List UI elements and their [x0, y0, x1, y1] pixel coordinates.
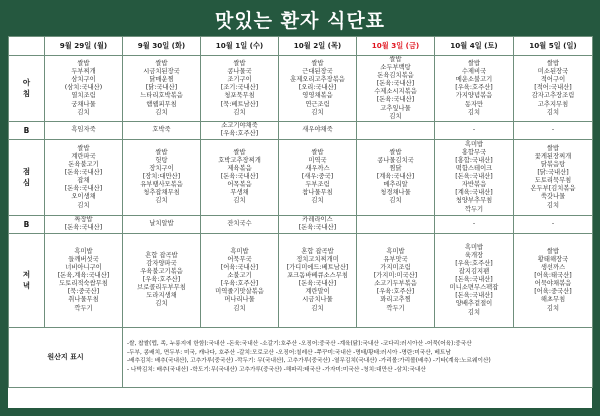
dish-item: [가디미에드:베트남산] — [286, 264, 349, 272]
dish-item: 가지미조림 — [380, 264, 411, 272]
dish-item: [돈육:국내산] — [298, 280, 337, 288]
meal-label — [9, 121, 45, 139]
corner-cell — [9, 37, 45, 56]
menu-cell — [357, 56, 435, 122]
dish-item: 해초무침 — [540, 296, 566, 304]
dish-item: 고추지무침 — [537, 100, 569, 108]
dish-item: 훈제오리고추장볶음 — [290, 76, 345, 84]
dish-item: 정치고치찌개미 — [296, 255, 339, 263]
dish-item: 새우까스 — [305, 165, 330, 173]
menu-cell — [357, 215, 435, 233]
dish-item: 흑미밥 — [464, 243, 484, 251]
dish-item: 쑥갓나물 — [540, 193, 566, 201]
menu-cell — [279, 215, 357, 233]
dish-item: 계란파국 — [71, 152, 96, 160]
dish-item: 시금치된장국 — [143, 68, 180, 76]
menu-cell — [514, 139, 593, 215]
dish-item: 영영채볶음 — [302, 92, 333, 100]
dish-item: 쌀밥 — [155, 148, 168, 156]
menu-cell — [123, 215, 201, 233]
dish-item: 떡함스테이크 — [455, 165, 493, 173]
date-header: 10월 4일 (토) — [435, 37, 514, 56]
dish-item: 김치 — [311, 197, 324, 205]
dish-item: 김치 — [155, 108, 168, 116]
dish-item: [오리:국내산] — [298, 84, 337, 92]
dish-item: 가지양념볶음 — [455, 92, 493, 100]
dish-item: [묵:중국산] — [67, 288, 100, 296]
menu-cell — [435, 233, 514, 327]
dish-item: [계육:국내산] — [455, 189, 493, 197]
dish-item: 청추잡채무침 — [143, 189, 180, 197]
dish-item: 쌀밥 — [233, 60, 246, 68]
meal-label — [9, 139, 45, 215]
dish-item: 브로콜리두부무침 — [137, 284, 186, 292]
dish-item: 돈육불고기 — [68, 161, 99, 169]
menu-cell — [45, 121, 123, 139]
dish-item: [돈육:국내산] — [64, 169, 103, 177]
dish-item: 김치 — [467, 108, 481, 116]
dish-item: 양배추겉절이 — [455, 300, 493, 308]
dish-item: [돈육:국내산] — [64, 185, 103, 193]
dish-item: 호박죽 — [152, 126, 171, 134]
date-header: 10월 1일 (수) — [201, 37, 279, 56]
dish-item: 유부땡사모볶음 — [140, 181, 183, 189]
dish-item: 카레라이스 — [302, 216, 333, 224]
dish-item: 햄웹피무침 — [146, 100, 177, 108]
menu-cell — [45, 56, 123, 122]
dish-item: 김치 — [155, 197, 168, 205]
menu-cell — [201, 233, 279, 327]
dish-item: [어육:중국산] — [534, 288, 572, 296]
dish-item: 쌀밥 — [467, 60, 481, 68]
dish-item: [닭:국내산] — [537, 169, 569, 177]
date-header: 10월 5일 (일) — [514, 37, 593, 56]
dish-item: 김치 — [233, 108, 246, 116]
dish-item: 수제비국 — [461, 68, 487, 76]
dish-item: 쌀밥 — [546, 247, 560, 255]
dish-item: 잔치국수 — [227, 220, 252, 228]
dish-item: 들깨버섯국 — [68, 255, 99, 263]
dish-item: 김치 — [311, 108, 324, 116]
dish-item: 쌀밥 — [546, 144, 560, 152]
dish-item: 닭매운찜 — [149, 76, 174, 84]
menu-cell — [279, 233, 357, 327]
meal-label-part: B — [23, 125, 30, 135]
dish-item: 머나리나물 — [224, 296, 255, 304]
dish-item: 쌀밥 — [77, 144, 90, 152]
dish-item: 깍두기 — [74, 304, 93, 312]
origin-text — [123, 327, 593, 387]
dish-item: 깍두기 — [464, 205, 484, 213]
dish-item: 청포묵무침 — [224, 92, 255, 100]
dish-item: [우육:호주산] — [220, 130, 259, 138]
date-header: 10월 2일 (목) — [279, 37, 357, 56]
dish-item: 김치 — [77, 201, 90, 209]
dish-item: 제육볶음 — [227, 165, 252, 173]
menu-cell — [123, 139, 201, 215]
dish-item: 콩나물국 — [227, 68, 252, 76]
dish-item: 궁채나물 — [71, 100, 96, 108]
dish-item: 소고기야채죽 — [221, 122, 258, 130]
dish-item: [조기:국내산] — [220, 84, 259, 92]
dish-item: 흑미밥 — [464, 140, 484, 148]
menu-cell — [279, 139, 357, 215]
origin-row — [9, 327, 593, 387]
dish-item: 김치 — [77, 108, 90, 116]
dish-item: 날치알밥 — [149, 220, 174, 228]
dish-item: 쌀밥 — [389, 56, 402, 63]
dish-item: 어묵무국 — [227, 255, 252, 263]
dish-item: 고추잎나물 — [380, 104, 411, 112]
meal-label-part: 아 — [22, 78, 31, 88]
dish-item: - — [472, 126, 476, 134]
origin-line: - 나박김치: 배추(국내산) -학도기:무(국내산) 고추가루(중국산) -해파리:태국산 -가자미:미국산 -청치:대만산 -삼치:국내산 — [127, 366, 426, 373]
dish-item: 육개장 — [464, 251, 484, 259]
dish-item: 김치 — [546, 304, 560, 312]
meal-label-part: 저 — [22, 270, 31, 280]
dish-item: 쌀밥 — [311, 148, 324, 156]
menu-cell — [201, 139, 279, 215]
dish-item: 두부조림 — [305, 181, 330, 189]
dish-item: 감자고추장조림 — [531, 92, 575, 100]
dish-item: 흔합 잡곡밥 — [145, 251, 178, 259]
dish-item: [돈육:국내산] — [376, 96, 415, 104]
dish-item: 김치 — [389, 197, 402, 205]
meal-label — [9, 215, 45, 233]
dish-item: [가지미:미국산] — [373, 272, 418, 280]
dish-item: 계란말이 — [305, 288, 330, 296]
dish-item: [돈육:국내산] — [220, 173, 259, 181]
dish-item: [우육:호주산] — [220, 280, 259, 288]
dish-item: [닭:국내산] — [145, 84, 178, 92]
menu-cell — [435, 139, 514, 215]
dish-item: 소불고기 — [227, 272, 252, 280]
meal-label-part: 녁 — [22, 281, 31, 291]
dish-item: 근대된장국 — [302, 68, 333, 76]
dish-item: 소고기두부볶음 — [374, 280, 417, 288]
meal-label — [9, 233, 45, 327]
meal-label-part: 점 — [22, 167, 31, 177]
dish-item: 짜장밥 — [74, 216, 93, 224]
dish-item: 미역줄기맛살볶음 — [215, 288, 264, 296]
dish-item: [돈육:국내산] — [376, 80, 415, 88]
menu-cell — [357, 121, 435, 139]
dish-item: 두부찌개 — [71, 68, 96, 76]
dish-item: 수제소시지볶음 — [374, 88, 417, 96]
menu-cell — [201, 56, 279, 122]
menu-cell — [435, 56, 514, 122]
origin-label: 원산지 표시 — [9, 327, 123, 387]
dish-item: 흑미밥 — [386, 247, 405, 255]
dish-item: 온두부[김치볶음 — [530, 185, 576, 193]
dish-item: 우육불고기볶음 — [140, 268, 183, 276]
dish-item: 장치구이 — [149, 165, 174, 173]
dish-item: 도토리적숙쌈무침 — [59, 280, 108, 288]
dish-item: 감자양파국 — [146, 260, 177, 268]
dish-item: 김치 — [311, 304, 324, 312]
dish-item: 미역국 — [308, 157, 327, 165]
menu-cell — [45, 215, 123, 233]
meal-label-part: B — [23, 219, 30, 229]
menu-table — [8, 36, 593, 388]
date-header: 9월 30일 (화) — [123, 37, 201, 56]
dish-item: [어육:국내산] — [220, 264, 259, 272]
menu-cell — [357, 233, 435, 327]
dish-item: 느타리호박볶음 — [140, 92, 183, 100]
dish-item: [돈육:국내산] — [455, 276, 493, 284]
dish-item: - — [551, 126, 555, 134]
menu-cell — [514, 233, 593, 327]
dish-item: 생선까스 — [540, 264, 566, 272]
dish-item: 쌀밥 — [546, 60, 560, 68]
dish-item: 꽃게된장찌개 — [534, 152, 572, 160]
dish-item: 잡채 — [77, 177, 90, 185]
dish-item: 홍합무국 — [461, 148, 487, 156]
dish-item: 찜닭 — [389, 165, 402, 173]
dish-item: 닭볶음탕 — [540, 161, 566, 169]
meal-label — [9, 56, 45, 122]
dish-item: 꽈리고추찜 — [380, 296, 411, 304]
dish-item: 동자만 — [464, 100, 484, 108]
menu-cell — [514, 215, 593, 233]
dish-item: 김치 — [233, 197, 246, 205]
menu-cell — [123, 233, 201, 327]
meal-row — [9, 56, 593, 122]
dish-item: [우육:호주산] — [455, 260, 493, 268]
origin-line: -쌀, 찹쌀(멥, 족, 누룽지에 한함):국내산 -돈육:국내산 -소갈기:호주산 -오징어:중국산 -계육(닭):국내산 -코다리:러시아산 -어묵(어육):중국산 — [127, 341, 472, 348]
dish-item: 김치 — [155, 300, 168, 308]
dish-item: 깍두기 — [386, 304, 405, 312]
menu-cell — [123, 121, 201, 139]
dish-item: 참나물무침 — [302, 189, 333, 197]
dish-item: 도라지생채 — [146, 292, 177, 300]
dish-item: [돈육:국내산] — [64, 224, 103, 232]
dish-item: 어목볶음 — [227, 181, 252, 189]
menu-cell — [45, 233, 123, 327]
dish-item: [우육:호주산] — [455, 84, 493, 92]
dish-item: [홍합:국내산] — [455, 157, 493, 165]
dish-item: 미소된장국 — [537, 68, 569, 76]
dish-item: 새우야채죽 — [302, 126, 333, 134]
origin-line: -두부, 콩배치, 면두부: 미국, 캐나다, 호주산 -갈치:모로코산 -오징어:칠레산 -쭈꾸미:국내산 -명태/황태:러시아 -명란:미국산, 베트남 — [127, 349, 451, 356]
dish-item: 황태해장국 — [537, 255, 569, 263]
dish-item: 흑미밥 — [74, 247, 93, 255]
dish-item: 김치 — [467, 308, 481, 316]
dish-item: 도토리묵무침 — [534, 177, 572, 185]
dish-item: 쌀밥 — [77, 60, 90, 68]
dish-item: 자반볶음 — [461, 181, 487, 189]
dish-item: - — [551, 220, 555, 228]
dish-item: 너비아니구이 — [65, 264, 102, 272]
dish-item: 헛탕 — [155, 157, 168, 165]
meal-row — [9, 215, 593, 233]
dish-item: (삼치:국내산) — [64, 84, 103, 92]
menu-cell — [435, 121, 514, 139]
dish-item: [돈육:국내산] — [455, 292, 493, 300]
dish-item: [돈육,계육:국내산] — [57, 272, 110, 280]
menu-cell — [123, 56, 201, 122]
dish-item: 연근조림 — [305, 100, 330, 108]
dish-item: 콩나물김치국 — [377, 157, 414, 165]
origin-line: -배추김치: 배추(국내산), 고추가루(중국산) -깍두기: 무(국내산), 고추가루(중국산) -열무김치(국내산) -가리볼:가리볼(배추) -기타(계육:노르웨이산) — [127, 358, 491, 365]
dish-item: 쌀밥 — [155, 60, 168, 68]
menu-cell — [201, 121, 279, 139]
dish-item: [우육:호주산] — [142, 276, 181, 284]
menu-cell — [45, 139, 123, 215]
meal-label-part: 심 — [22, 178, 31, 188]
dish-item: 적어구이 — [540, 76, 566, 84]
menu-cell — [514, 121, 593, 139]
dish-item: [돈육:국내산] — [455, 173, 493, 181]
menu-cell — [279, 56, 357, 122]
dish-item: 메추리알 — [383, 181, 408, 189]
dish-item: 포크돔바베큐소스무침 — [287, 272, 348, 280]
dish-item: 소두부백탕 — [380, 64, 411, 72]
date-header-row — [9, 37, 593, 56]
dish-item: 흑미밥 — [230, 247, 249, 255]
dish-item: 흑임자죽 — [71, 126, 96, 134]
menu-cell — [201, 215, 279, 233]
dish-item: 김치 — [233, 304, 246, 312]
dish-item: 열치조림 — [71, 92, 96, 100]
dish-item: 돈육김치볶음 — [377, 72, 414, 80]
dish-item: 미니소면무스팩잡 — [449, 284, 499, 292]
menu-cell — [279, 121, 357, 139]
dish-item: 쌀밥 — [233, 148, 246, 156]
dish-item: 잡지김지팬 — [458, 268, 490, 276]
dish-item: 유부맛국 — [383, 255, 408, 263]
menu-cell — [435, 215, 514, 233]
menu-sheet — [8, 36, 592, 408]
dish-item: [장치:대만산] — [142, 173, 181, 181]
menu-cell — [357, 139, 435, 215]
dish-item: 무생채 — [230, 189, 249, 197]
dish-item: [새우:중국] — [301, 173, 334, 181]
dish-item: 쌀밥 — [311, 60, 324, 68]
dish-item: 쌀밥 — [389, 148, 402, 156]
meal-row — [9, 139, 593, 215]
page-title: 맛있는 환자 식단표 — [214, 10, 386, 32]
dish-item: [우육:호주산] — [376, 288, 415, 296]
menu-cell — [514, 56, 593, 122]
dish-item: 조기구이 — [227, 76, 252, 84]
dish-item: 오이생채 — [71, 193, 96, 201]
dish-item: [적어:국내산] — [534, 84, 572, 92]
dish-item: 청경채나물 — [380, 189, 411, 197]
dish-item: 김치 — [389, 112, 402, 120]
dish-item: [묵:베트남산] — [220, 100, 259, 108]
dish-item: 호박고추장찌개 — [218, 157, 261, 165]
dish-item: 김치 — [546, 108, 560, 116]
dish-item: [어육:태국산] — [534, 272, 572, 280]
dish-item: [계육:국내산] — [376, 173, 415, 181]
dish-item: 메운소불고기 — [455, 76, 493, 84]
dish-item: 김치 — [546, 201, 560, 209]
dish-item: [돈육:국내산] — [298, 224, 337, 232]
date-header: 9월 29일 (월) — [45, 37, 123, 56]
dish-item: 시금치나물 — [302, 296, 333, 304]
meal-row — [9, 121, 593, 139]
dish-item: - — [472, 220, 476, 228]
date-header: 10월 3일 (금) — [357, 37, 435, 56]
meal-row — [9, 233, 593, 327]
dish-item: 삼치구이 — [71, 76, 96, 84]
dish-item: 어묵야채볶음 — [534, 280, 572, 288]
dish-item: 취나물무침 — [68, 296, 99, 304]
dish-item: 혼합 잡곡밥 — [301, 247, 334, 255]
dish-item: 청양부추무침 — [455, 197, 493, 205]
meal-label-part: 침 — [22, 89, 31, 99]
